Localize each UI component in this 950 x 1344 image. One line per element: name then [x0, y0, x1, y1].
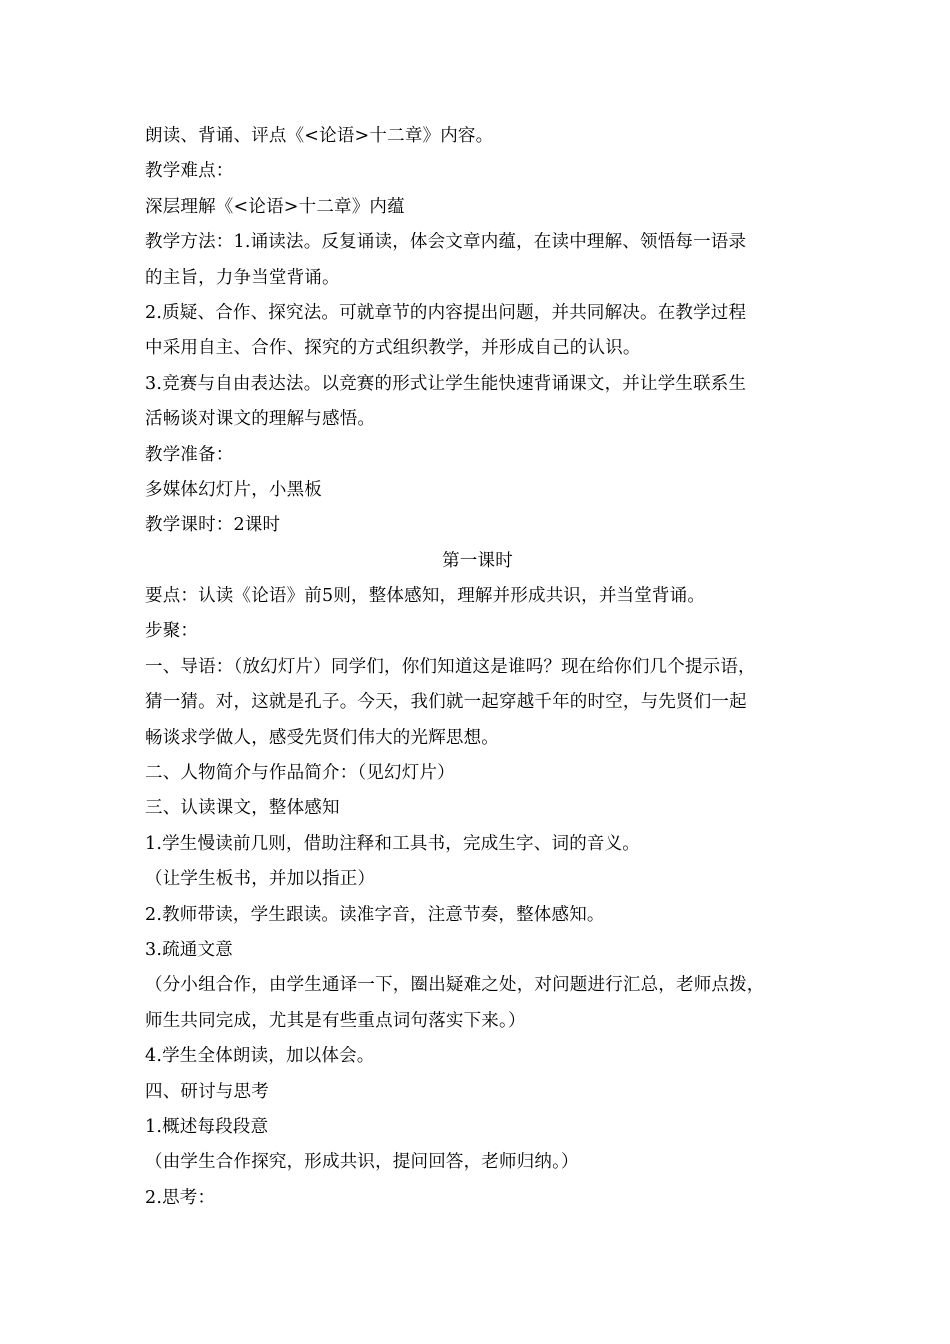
text-line: 教学课时：2课时 [145, 515, 281, 536]
text-line: （分小组合作，由学生通译一下，圈出疑难之处，对问题进行汇总，老师点拨， [145, 975, 765, 996]
section-heading: 四、研讨与思考 [145, 1081, 269, 1102]
text-line: 要点：认读《论语》前5则，整体感知，理解并形成共识，并当堂背诵。 [145, 586, 706, 607]
text-line: 师生共同完成，尤其是有些重点词句落实下来。） [145, 1010, 526, 1031]
text-line: 2.质疑、合作、探究法。可就章节的内容提出问题，并共同解决。在教学过程 [145, 302, 747, 323]
text-line: 1.学生慢读前几则，借助注释和工具书，完成生字、词的音义。 [145, 833, 640, 854]
text-line: 1.概述每段段意 [145, 1116, 269, 1137]
text-line: 朗读、背诵、评点《<论语>十二章》内容。 [145, 126, 494, 146]
text-line: 2.教师带读，学生跟读。读准字音，注意节奏，整体感知。 [145, 904, 605, 925]
lesson-title: 第一课时 [442, 550, 513, 571]
document-body [145, 119, 810, 1216]
text-line: 深层理解《<论语>十二章》内蕴 [145, 196, 405, 217]
text-line: 的主旨，力争当堂背诵。 [145, 267, 340, 288]
text-line: 2.思考： [145, 1187, 216, 1208]
text-line: （让学生板书，并加以指正） [145, 869, 376, 890]
section-heading: 三、认读课文，整体感知 [145, 798, 340, 819]
text-line: 多媒体幻灯片，小黑板 [145, 479, 322, 500]
text-line: （由学生合作探究，形成共识，提问回答，老师归纳。） [145, 1152, 579, 1173]
text-line: 教学方法：1.诵读法。反复诵读，体会文章内蕴，在读中理解、领悟每一语录 [145, 232, 747, 253]
text-line: 3.疏通文意 [145, 939, 233, 960]
text-line: 中采用自主、合作、探究的方式组织教学，并形成自己的认识。 [145, 338, 641, 359]
section-heading: 步聚： [145, 621, 199, 642]
text-line: 活畅谈对课文的理解与感悟。 [145, 409, 376, 430]
text-line: 3.竞赛与自由表达法。以竞赛的形式让学生能快速背诵课文，并让学生联系生 [145, 373, 747, 394]
section-heading: 二、人物简介与作品简介：（见幻灯片） [145, 763, 455, 784]
text-line: 猜一猜。对，这就是孔子。今天，我们就一起穿越千年的时空，与先贤们一起 [145, 692, 747, 713]
section-heading: 教学准备： [145, 444, 234, 465]
section-heading: 教学难点： [145, 161, 234, 182]
text-line: 畅谈求学做人，感受先贤们伟大的光辉思想。 [145, 727, 499, 748]
text-line: 4.学生全体朗读，加以体会。 [145, 1046, 375, 1067]
text-line: 一、导语：（放幻灯片）同学们，你们知道这是谁吗？现在给你们几个提示语， [145, 656, 756, 677]
